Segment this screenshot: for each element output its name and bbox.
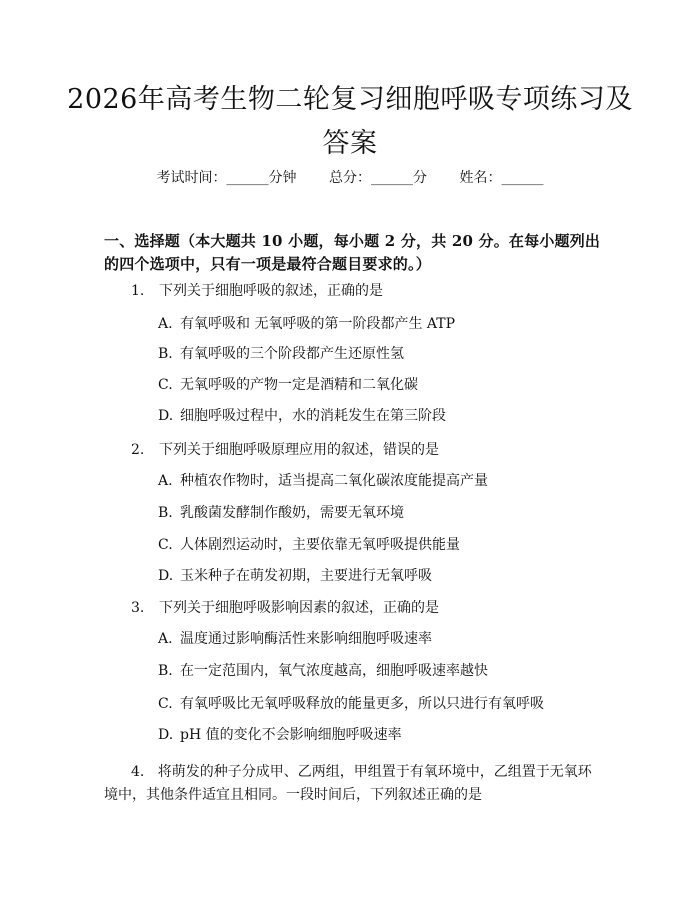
- option-text: 乳酸菌发酵制作酸奶，需要无氧环境: [180, 505, 404, 521]
- section-heading: 一、选择题（本大题共 10 小题，每小题 2 分，共 20 分。在每小题列出的四个选项中，只有一项是最符合题目要求的。）: [104, 232, 601, 273]
- question-number: 3.: [131, 600, 145, 616]
- option-letter: C.: [158, 377, 173, 393]
- question-3-option-a: [158, 629, 608, 649]
- question-1: [131, 281, 611, 301]
- total-score-field: 总分：______分: [329, 170, 427, 186]
- question-2-option-a: [158, 471, 608, 491]
- option-letter: A.: [158, 316, 173, 332]
- option-letter: C.: [158, 696, 173, 712]
- page-title: 2026年高考生物二轮复习细胞呼吸专项练习及答案: [67, 84, 633, 159]
- name-field: 姓名：______: [459, 170, 544, 186]
- option-letter: B.: [158, 346, 173, 362]
- option-text: 有氧呼吸的三个阶段都产生还原性氢: [180, 346, 404, 362]
- question-number: 1.: [131, 283, 145, 299]
- option-text: 温度通过影响酶活性来影响细胞呼吸速率: [180, 631, 432, 647]
- question-stem: 下列关于细胞呼吸原理应用的叙述，错误的是: [159, 442, 439, 458]
- option-text: 在一定范围内，氧气浓度越高，细胞呼吸速率越快: [180, 663, 488, 679]
- question-2: [131, 440, 611, 460]
- option-text: pH 值的变化不会影响细胞呼吸速率: [180, 727, 402, 743]
- question-1-option-b: [158, 344, 608, 364]
- question-3: [131, 598, 611, 618]
- question-2-option-d: [158, 566, 608, 586]
- option-text: 细胞呼吸过程中，水的消耗发生在第三阶段: [180, 408, 446, 424]
- question-2-option-c: [158, 535, 608, 555]
- option-letter: D.: [158, 408, 174, 424]
- option-letter: D.: [158, 568, 174, 584]
- option-letter: C.: [158, 537, 173, 553]
- question-3-option-c: [158, 694, 608, 714]
- question-stem: 下列关于细胞呼吸影响因素的叙述，正确的是: [159, 600, 439, 616]
- option-letter: B.: [158, 505, 173, 521]
- option-letter: D.: [158, 727, 174, 743]
- option-text: 无氧呼吸的产物一定是酒精和二氧化碳: [180, 377, 418, 393]
- option-letter: A.: [158, 473, 173, 489]
- question-1-option-a: [158, 314, 608, 334]
- exam-time-field: 考试时间：______分钟: [156, 170, 297, 186]
- option-text: 种植农作物时，适当提高二氧化碳浓度能提高产量: [180, 473, 488, 489]
- option-text: 人体剧烈运动时，主要依靠无氧呼吸提供能量: [180, 537, 460, 553]
- question-1-option-c: [158, 375, 608, 395]
- question-2-option-b: [158, 503, 608, 523]
- option-letter: A.: [158, 631, 173, 647]
- question-3-option-d: [158, 725, 608, 745]
- question-number: 4.: [131, 764, 145, 780]
- exam-info: [0, 168, 700, 188]
- option-letter: B.: [158, 663, 173, 679]
- option-text: 有氧呼吸比无氧呼吸释放的能量更多，所以只进行有氧呼吸: [180, 696, 544, 712]
- question-3-option-b: [158, 661, 608, 681]
- question-number: 2.: [131, 442, 145, 458]
- question-stem: 将萌发的种子分成甲、乙两组，甲组置于有氧环境中，乙组置于无氧环境中，其他条件适宜且相同。一段时间后，下列叙述正确的是: [104, 764, 592, 803]
- question-4: [104, 761, 599, 807]
- option-text: 有氧呼吸和 无氧呼吸的第一阶段都产生 ATP: [180, 316, 456, 332]
- question-1-option-d: [158, 406, 608, 426]
- question-stem: 下列关于细胞呼吸的叙述，正确的是: [159, 283, 383, 299]
- option-text: 玉米种子在萌发初期，主要进行无氧呼吸: [180, 568, 432, 584]
